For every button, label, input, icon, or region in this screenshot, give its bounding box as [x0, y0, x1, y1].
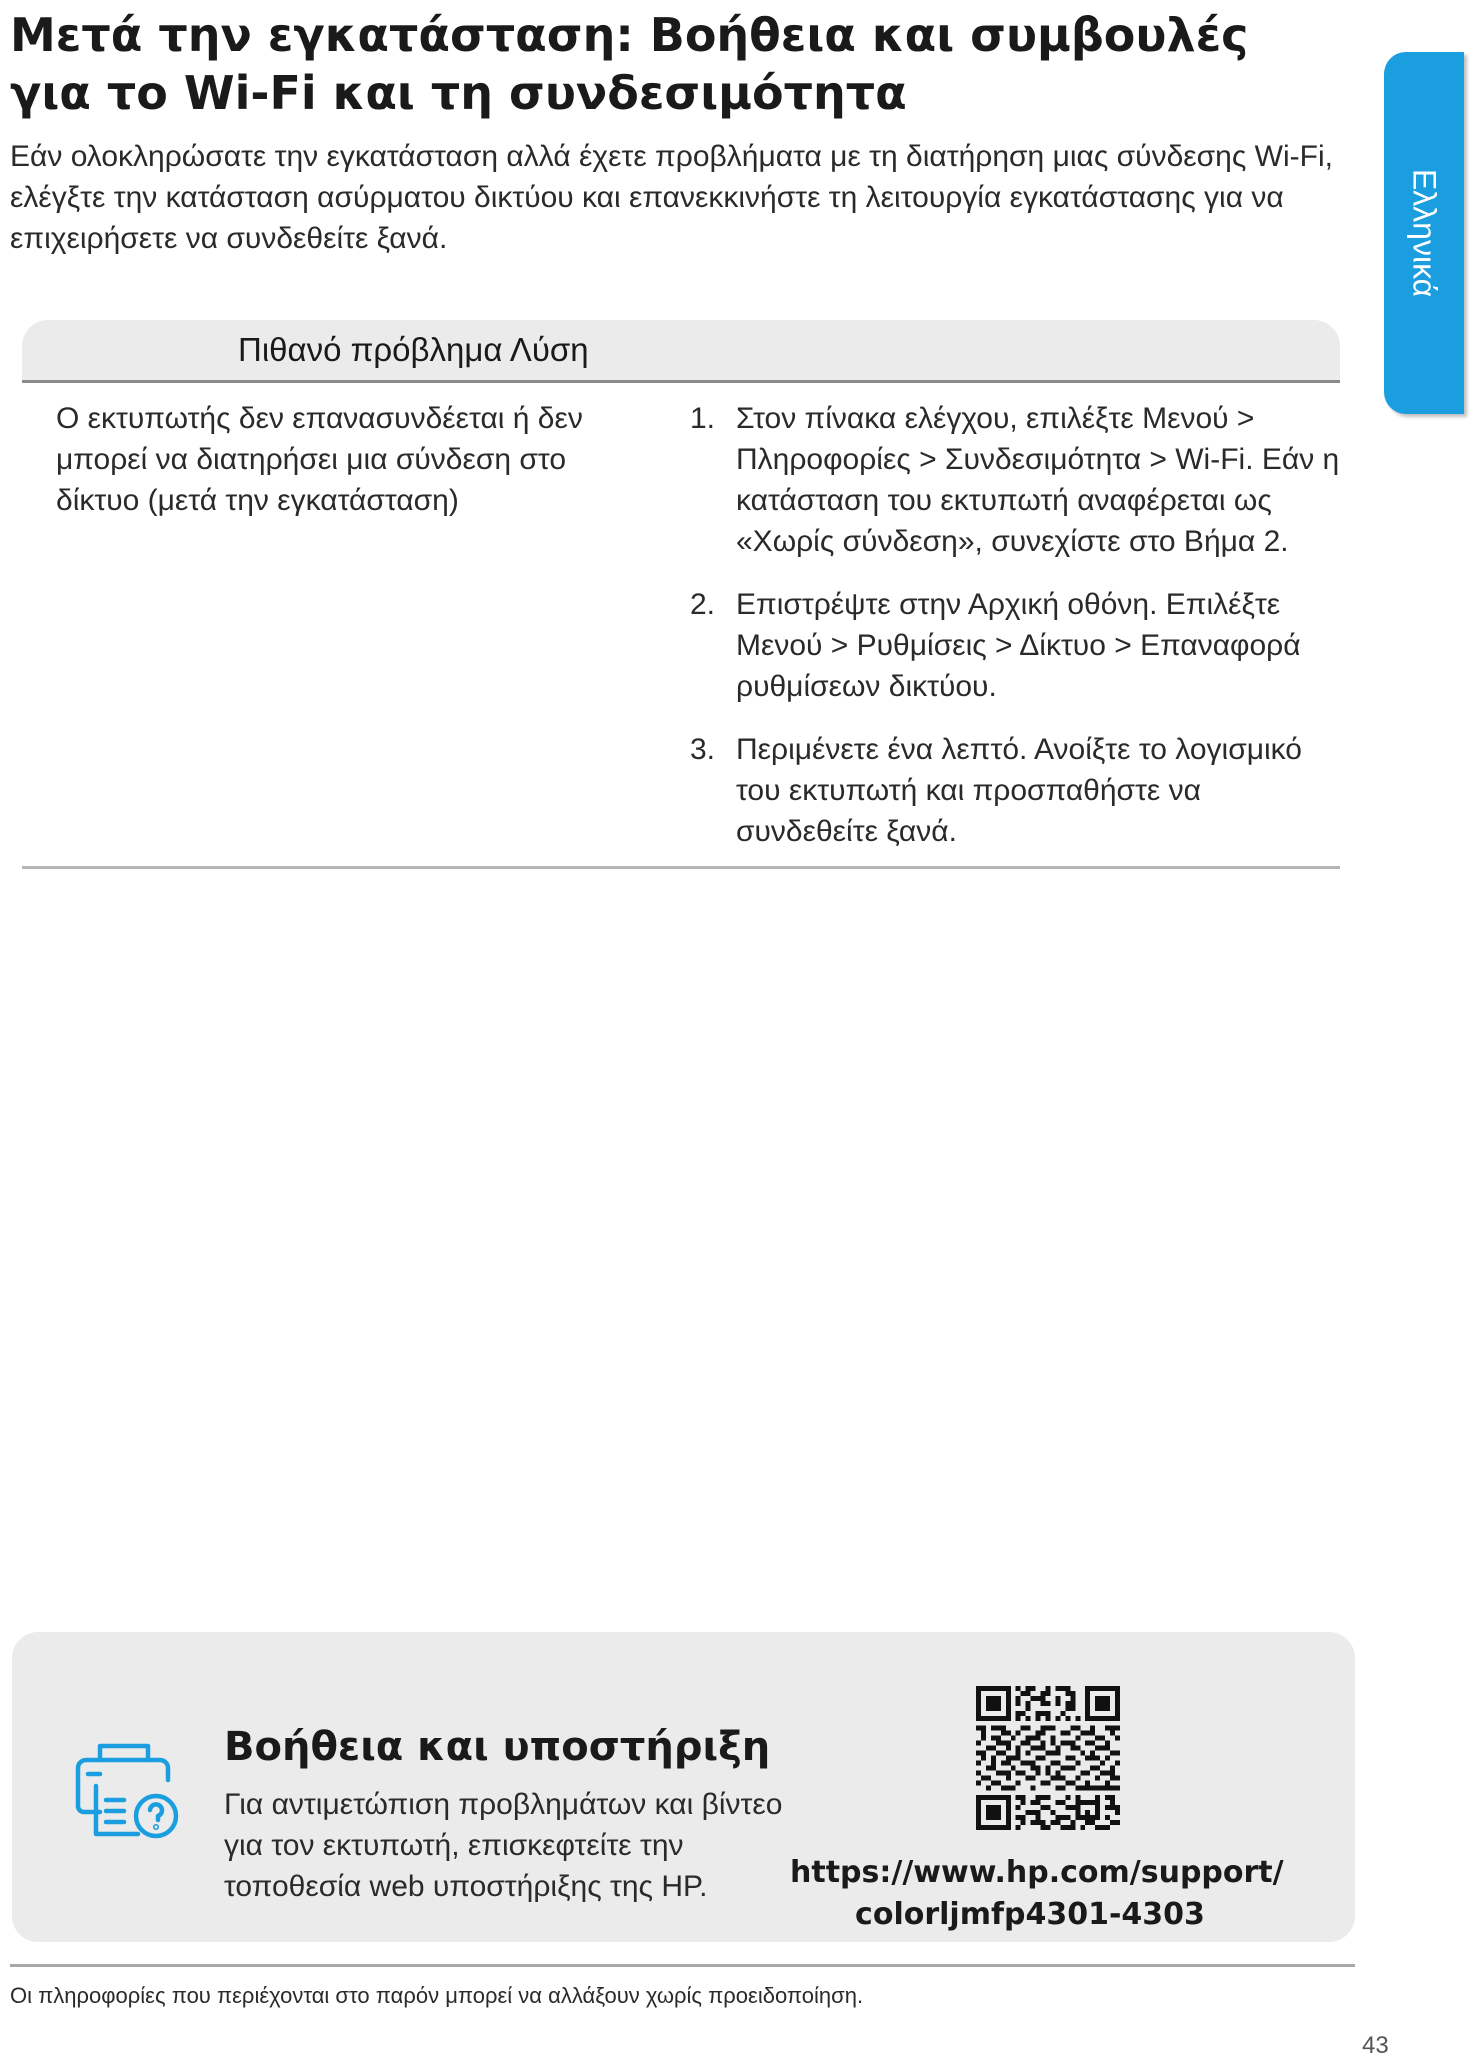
step-number: 2.: [690, 588, 716, 621]
printer-help-icon: [72, 1738, 184, 1842]
problem-description: Ο εκτυπωτής δεν επανασυνδέεται ή δεν μπορεί να διατηρήσει μια σύνδεση στο δίκτυο (μετά την εγκατάσταση): [56, 402, 583, 517]
qr-code[interactable]: [976, 1686, 1120, 1830]
support-title: Βοήθεια και υποστήριξη: [224, 1724, 771, 1770]
support-url-line1: https://www.hp.com/support/: [790, 1855, 1284, 1890]
step-number: 1.: [690, 402, 716, 435]
solution-steps: [690, 398, 1340, 874]
solution-step: [690, 398, 1340, 562]
intro-paragraph: Εάν ολοκληρώσατε την εγκατάσταση αλλά έχετε προβλήματα με τη διατήρηση μιας σύνδεσης Wi-Fi, ελέγξτε την κατάσταση ασύρματου δικτύου και επανεκκινήστε τη λειτουργία εγκατάστασης για να επιχειρήσετε να συνδεθείτε ξανά.: [10, 140, 1333, 255]
step-number: 3.: [690, 733, 716, 766]
page-number: 43: [1362, 2032, 1389, 2059]
language-tab-label: Ελληνικά: [1406, 168, 1443, 298]
solution-step: [690, 729, 1340, 852]
language-tab[interactable]: [1384, 52, 1464, 414]
step-text: Στον πίνακα ελέγχου, επιλέξτε Μενού > Πληροφορίες > Συνδεσιμότητα > Wi-Fi. Εάν η κατάσταση του εκτυπωτή αναφέρεται ως «Χωρίς σύνδεση», συνεχίστε στο Βήμα 2.: [736, 402, 1340, 558]
step-text: Περιμένετε ένα λεπτό. Ανοίξτε το λογισμικό του εκτυπωτή και προσπαθήστε να συνδεθείτε ξανά.: [736, 733, 1302, 848]
step-text: Επιστρέψτε στην Αρχική οθόνη. Επιλέξτε Μενού > Ρυθμίσεις > Δίκτυο > Επαναφορά ρυθμίσεων δικτύου.: [736, 588, 1301, 703]
table-bottom-rule: [22, 866, 1340, 869]
table-header: [22, 320, 1340, 383]
page-title: Μετά την εγκατάσταση: Βοήθεια και συμβουλές για το Wi-Fi και τη συνδεσιμότητα: [10, 8, 1249, 120]
table-header-label: Πιθανό πρόβλημα Λύση: [238, 331, 589, 368]
support-url[interactable]: [790, 1852, 1284, 1936]
support-text: Για αντιμετώπιση προβλημάτων και βίντεο για τον εκτυπωτή, επισκεφτείτε την τοποθεσία web υποστήριξης της HP.: [224, 1788, 783, 1903]
footer-rule: [10, 1964, 1355, 1967]
support-url-line2: colorljmfp4301-4303: [855, 1897, 1205, 1932]
disclaimer-text: Οι πληροφορίες που περιέχονται στο παρόν μπορεί να αλλάξουν χωρίς προειδοποίηση.: [10, 1983, 864, 2008]
solution-step: [690, 584, 1340, 707]
